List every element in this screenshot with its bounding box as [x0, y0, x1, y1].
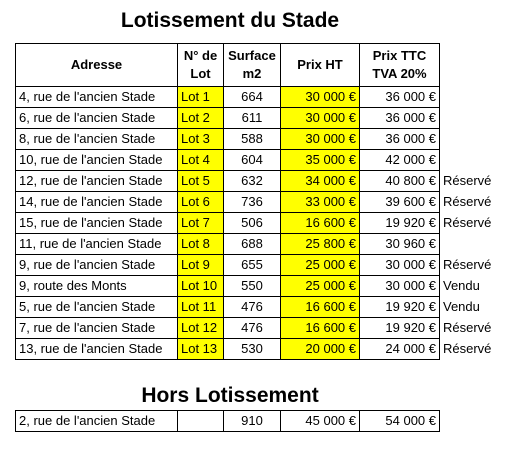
- cell-surface: 550: [224, 276, 281, 297]
- cell-lot: Lot 1: [178, 87, 224, 108]
- cell-surface: 506: [224, 213, 281, 234]
- table-row: [16, 255, 500, 276]
- cell-statut: Réservé: [443, 215, 492, 230]
- cell-adresse: 9, rue de l'ancien Stade: [16, 255, 178, 276]
- header-row: [16, 44, 500, 87]
- cell-statut: Réservé: [443, 173, 492, 188]
- table-row: [16, 150, 500, 171]
- cell-adresse: 15, rue de l'ancien Stade: [16, 213, 178, 234]
- cell-surface: 688: [224, 234, 281, 255]
- cell-prix-ttc: 36 000 €: [360, 129, 440, 150]
- table-row: [16, 297, 500, 318]
- table-row: [16, 192, 500, 213]
- cell-lot: Lot 12: [178, 318, 224, 339]
- cell-surface: 604: [224, 150, 281, 171]
- cell-lot: Lot 2: [178, 108, 224, 129]
- cell-prix-ttc: 24 000 €: [360, 339, 440, 360]
- cell-prix-ht: 35 000 €: [281, 150, 360, 171]
- table-row: [16, 171, 500, 192]
- cell-prix-ttc: 19 920 €: [360, 318, 440, 339]
- table-row: [16, 108, 500, 129]
- cell-adresse: 8, rue de l'ancien Stade: [16, 129, 178, 150]
- cell-surface: 611: [224, 108, 281, 129]
- cell-adresse: 7, rue de l'ancien Stade: [16, 318, 178, 339]
- header-prix-ttc: Prix TTC TVA 20%: [360, 44, 440, 87]
- cell-prix-ttc: 30 960 €: [360, 234, 440, 255]
- header-surface: Surface m2: [224, 44, 281, 87]
- cell-lot: Lot 10: [178, 276, 224, 297]
- cell-lot: Lot 4: [178, 150, 224, 171]
- hors-title: Hors Lotissement: [141, 384, 319, 407]
- cell-surface: 476: [224, 318, 281, 339]
- cell-statut: Réservé: [443, 320, 492, 335]
- cell-statut: Réservé: [443, 341, 492, 356]
- cell-prix-ttc: 36 000 €: [360, 87, 440, 108]
- cell-surface: 655: [224, 255, 281, 276]
- cell-surface: 632: [224, 171, 281, 192]
- cell-statut: [440, 150, 500, 171]
- cell-adresse: 11, rue de l'ancien Stade: [16, 234, 178, 255]
- cell-surface: 476: [224, 297, 281, 318]
- cell-lot: Lot 5: [178, 171, 224, 192]
- cell-surface: 664: [224, 87, 281, 108]
- cell-statut: Vendu: [443, 278, 480, 293]
- cell-statut: [440, 129, 500, 150]
- cell-lot: Lot 9: [178, 255, 224, 276]
- cell-surface: 530: [224, 339, 281, 360]
- cell-prix-ht: 25 000 €: [281, 255, 360, 276]
- cell-surface: 588: [224, 129, 281, 150]
- cell-adresse: 13, rue de l'ancien Stade: [16, 339, 178, 360]
- cell-adresse: 9, route des Monts: [16, 276, 178, 297]
- cell-statut: Réservé: [443, 257, 492, 272]
- cell-prix-ht: 45 000 €: [281, 411, 360, 432]
- table-row: [16, 339, 500, 360]
- cell-prix-ttc: 42 000 €: [360, 150, 440, 171]
- cell-prix-ht: 30 000 €: [281, 108, 360, 129]
- cell-lot: Lot 8: [178, 234, 224, 255]
- cell-adresse: 5, rue de l'ancien Stade: [16, 297, 178, 318]
- cell-statut: [440, 87, 500, 108]
- header-prix-ht: Prix HT: [281, 44, 360, 87]
- cell-lot: Lot 3: [178, 129, 224, 150]
- cell-prix-ttc: 19 920 €: [360, 213, 440, 234]
- table-row: [16, 276, 500, 297]
- cell-statut: [440, 108, 500, 129]
- cell-prix-ht: 25 800 €: [281, 234, 360, 255]
- cell-lot: Lot 6: [178, 192, 224, 213]
- cell-prix-ttc: 36 000 €: [360, 108, 440, 129]
- cell-prix-ht: 30 000 €: [281, 87, 360, 108]
- cell-lot: Lot 7: [178, 213, 224, 234]
- cell-prix-ttc: 30 000 €: [360, 255, 440, 276]
- table-row: [16, 234, 500, 255]
- cell-adresse: 6, rue de l'ancien Stade: [16, 108, 178, 129]
- main-title: Lotissement du Stade: [120, 9, 340, 32]
- cell-statut: Vendu: [443, 299, 480, 314]
- cell-prix-ht: 25 000 €: [281, 276, 360, 297]
- cell-prix-ht: 16 600 €: [281, 213, 360, 234]
- cell-prix-ht: 33 000 €: [281, 192, 360, 213]
- cell-prix-ht: 20 000 €: [281, 339, 360, 360]
- cell-prix-ht: 34 000 €: [281, 171, 360, 192]
- table-row: [16, 318, 500, 339]
- cell-statut: [440, 234, 500, 255]
- cell-adresse: 10, rue de l'ancien Stade: [16, 150, 178, 171]
- cell-prix-ttc: 30 000 €: [360, 276, 440, 297]
- cell-adresse: 4, rue de l'ancien Stade: [16, 87, 178, 108]
- cell-lot: Lot 13: [178, 339, 224, 360]
- cell-adresse: 2, rue de l'ancien Stade: [16, 411, 178, 432]
- cell-prix-ttc: 54 000 €: [360, 411, 440, 432]
- cell-adresse: 12, rue de l'ancien Stade: [16, 171, 178, 192]
- hors-table: [15, 410, 440, 432]
- cell-prix-ht: 30 000 €: [281, 129, 360, 150]
- cell-prix-ttc: 40 800 €: [360, 171, 440, 192]
- table-row: [16, 87, 500, 108]
- cell-lot: [178, 411, 224, 432]
- lots-table: [15, 43, 500, 360]
- table-row: [16, 411, 440, 432]
- table-row: [16, 129, 500, 150]
- table-row: [16, 213, 500, 234]
- cell-surface: 736: [224, 192, 281, 213]
- cell-surface: 910: [224, 411, 281, 432]
- cell-prix-ttc: 39 600 €: [360, 192, 440, 213]
- header-adresse: Adresse: [16, 44, 178, 87]
- header-lot: N° de Lot: [178, 44, 224, 87]
- cell-adresse: 14, rue de l'ancien Stade: [16, 192, 178, 213]
- cell-lot: Lot 11: [178, 297, 224, 318]
- cell-prix-ht: 16 600 €: [281, 318, 360, 339]
- cell-prix-ht: 16 600 €: [281, 297, 360, 318]
- cell-statut: Réservé: [443, 194, 492, 209]
- header-status-blank: [440, 44, 500, 87]
- cell-prix-ttc: 19 920 €: [360, 297, 440, 318]
